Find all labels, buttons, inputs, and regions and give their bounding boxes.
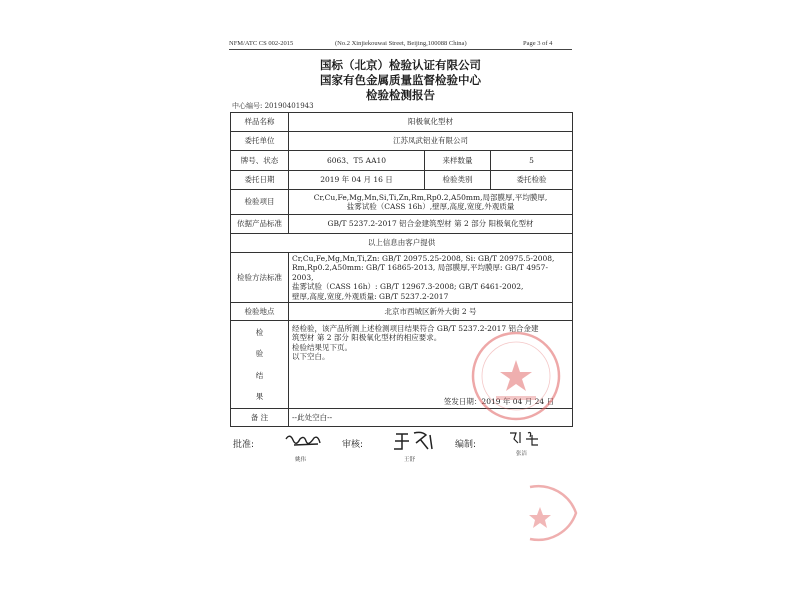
header-divider	[229, 49, 572, 50]
items-line: 盐雾试验（CASS 16h）,壁厚,高度,宽度,外观质量	[346, 202, 515, 211]
method-line: 壁厚,高度,宽度,外观质量: GB/T 5237.2-2017	[292, 291, 449, 301]
conclusion-label-char: 结	[255, 370, 264, 380]
conclusion-line: 筑型材 第 2 部分 阳极氧化型材的相应要求。	[292, 333, 442, 343]
field-label: 检验项目	[231, 190, 289, 215]
center-title: 国家有色金属质量监督检验中心	[320, 73, 481, 87]
field-label: 检验类别	[425, 171, 491, 190]
table-row	[231, 132, 573, 151]
conclusion-line: 经检验，该产品所测上述检测项目结果符合 GB/T 5237.2-2017 铝合金建	[292, 324, 539, 333]
review-label: 审核:	[342, 440, 364, 450]
location-value: 北京市西城区新外大街 2 号	[289, 303, 573, 321]
field-label: 来样数量	[425, 151, 491, 171]
conclusion-label-char: 验	[255, 349, 264, 359]
compile-name: 张洁	[516, 451, 528, 457]
doc-code: NFM/ATC CS 002-2015	[229, 40, 294, 47]
conclusion-line: 检验结果见下页。	[292, 342, 352, 352]
conclusion-label-char: 果	[255, 392, 264, 402]
partial-seal	[526, 483, 580, 543]
method-line: Rm,Rp0.2,A50mm: GB/T 16865-2013, 局部膜厚,平均膜厚: GB/T 4957-2003,	[292, 263, 548, 282]
client-value: 江苏凤武铝业有限公司	[289, 132, 573, 151]
compile-signature	[508, 429, 542, 447]
table-row	[231, 253, 573, 303]
standard-value: GB/T 5237.2-2017 铝合金建筑型材 第 2 部分 阳极氧化型材	[289, 215, 573, 234]
header-address: (No.2 Xinjiekouwai Street, Beijing,100088 China)	[335, 40, 467, 47]
method-value	[289, 253, 573, 303]
review-signature	[392, 429, 436, 453]
approve-name: 姚伟	[295, 457, 307, 463]
field-label: 委托日期	[231, 171, 289, 190]
table-row	[231, 234, 573, 253]
table-row	[231, 215, 573, 234]
table-row	[231, 151, 573, 171]
review-name: 王舒	[404, 457, 416, 463]
field-label: 依据产品标准	[231, 215, 289, 234]
date-value: 2019 年 04 月 16 日	[289, 171, 425, 190]
client-info-note: 以上信息由客户提供	[231, 234, 573, 253]
table-row	[231, 113, 573, 132]
sign-date: 签发日期：2019 年 04 月 24 日	[443, 396, 555, 406]
field-label: 检验方法标准	[231, 253, 289, 303]
field-label: 备 注	[231, 409, 289, 427]
field-label: 检验地点	[231, 303, 289, 321]
org-title: 国标（北京）检验认证有限公司	[320, 58, 481, 72]
field-label: 牌号、状态	[231, 151, 289, 171]
method-line: Cr,Cu,Fe,Mg,Mn,Ti,Zn: GB/T 20975.25-2008, Si: GB/T 20975.5-2008,	[292, 254, 555, 264]
approve-label: 批准:	[233, 440, 255, 450]
items-value	[289, 190, 573, 215]
sample-name-value: 阳极氧化型材	[289, 113, 573, 132]
center-number: 中心编号: 20190401943	[232, 102, 314, 110]
compile-label: 编制:	[455, 440, 477, 450]
qty-value: 5	[491, 151, 573, 171]
conclusion-label	[231, 321, 289, 409]
approve-signature	[284, 431, 324, 453]
page-number: Page 3 of 4	[523, 40, 553, 47]
table-row	[231, 171, 573, 190]
table-row	[231, 303, 573, 321]
type-value: 委托检验	[491, 171, 573, 190]
items-line: Cr,Cu,Fe,Mg,Mn,Si,Ti,Zn,Rm,Rp0.2,A50mm,局部膜厚,平均膜厚,	[313, 192, 548, 202]
field-label: 委托单位	[231, 132, 289, 151]
official-seal	[470, 330, 562, 422]
field-label: 样品名称	[231, 113, 289, 132]
remark-value: --此处空白--	[289, 409, 573, 427]
report-title: 检验检测报告	[366, 88, 435, 102]
grade-value: 6063、T5 AA10	[289, 151, 425, 171]
conclusion-line: 以下空白。	[292, 352, 330, 362]
method-line: 盐雾试验（CASS 16h）: GB/T 12967.3-2008; GB/T 6461-2002,	[292, 282, 524, 292]
conclusion-label-char: 检	[255, 327, 264, 337]
table-row	[231, 190, 573, 215]
